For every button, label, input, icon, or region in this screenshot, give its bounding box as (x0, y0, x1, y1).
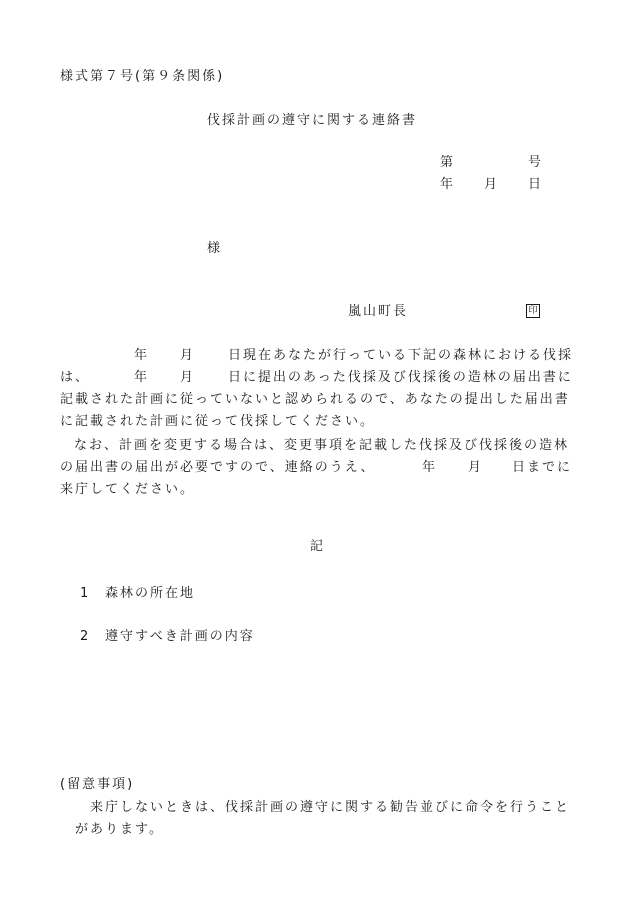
ki-heading: 記 (310, 539, 324, 554)
seal-mark: 印 (526, 304, 540, 318)
issuer-name: 嵐山町長 (348, 304, 409, 319)
notes-line-2: があります。 (75, 822, 164, 837)
date-day: 日 (528, 177, 542, 192)
notes-line-1: 来庁しないときは、伐採計画の遵守に関する勧告並びに命令を行うこと (90, 800, 571, 815)
body-line-4: に記載された計画に従って伐採してください。 (60, 414, 376, 429)
body-line-7: 来庁してください。 (60, 482, 196, 497)
body-line-3: 記載された計画に従っていないと認められるので、あなたの提出した届出書 (60, 392, 570, 407)
number-prefix: 第 (440, 155, 454, 170)
form-label: 様式第７号(第９条関係) (60, 69, 225, 84)
date-year: 年 (440, 177, 454, 192)
document-title: 伐採計画の遵守に関する連絡書 (207, 113, 418, 128)
body-line-5: なお、計画を変更する場合は、変更事項を記載した伐採及び伐採後の造林 (74, 438, 570, 453)
number-suffix: 号 (528, 155, 542, 170)
addressee-suffix: 様 (207, 241, 221, 256)
notes-heading: (留意事項) (60, 777, 135, 792)
date-month: 月 (484, 177, 498, 192)
